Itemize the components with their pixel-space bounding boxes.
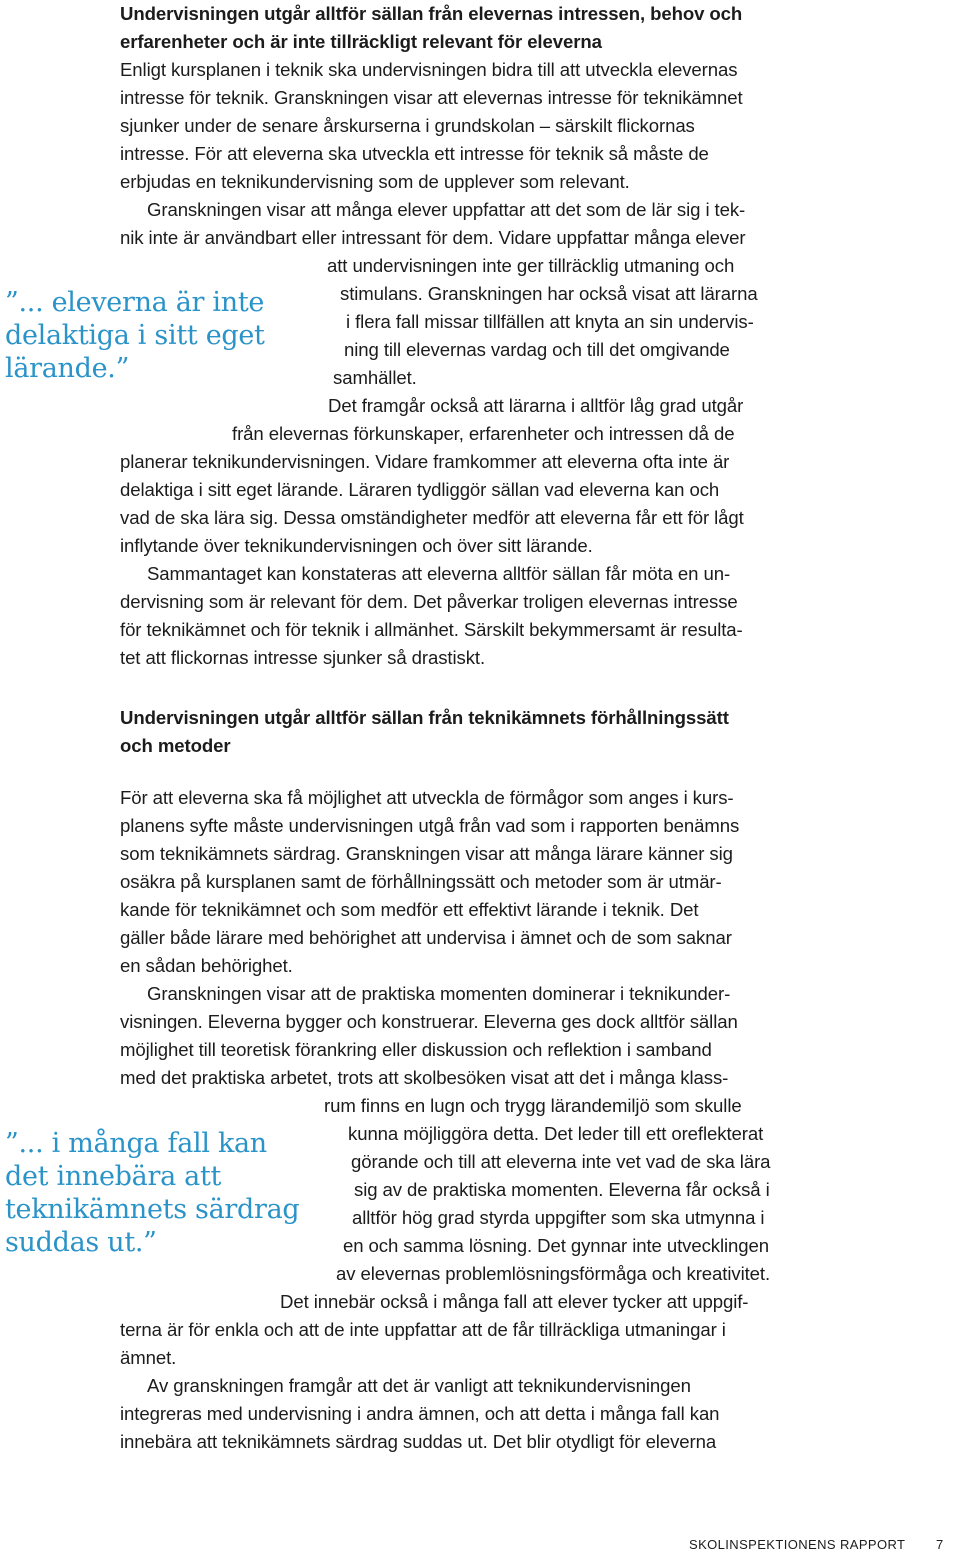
text-line: görande och till att eleverna inte vet vad de ska lära bbox=[351, 1151, 771, 1172]
text-line: från elevernas förkunskaper, erfarenheter och intressen då de bbox=[232, 423, 735, 444]
text-line: inflytande över teknikundervisningen och över sitt lärande. bbox=[120, 535, 593, 556]
text-line: delaktiga i sitt eget lärande. Läraren tydliggör sällan vad eleverna kan och bbox=[120, 479, 720, 500]
text-line: intresse. För att eleverna ska utveckla ett intresse för teknik så måste de bbox=[120, 143, 709, 164]
text-line: kunna möjliggöra detta. Det leder till ett oreflekterat bbox=[348, 1123, 764, 1144]
text-line: en sådan behörighet. bbox=[120, 955, 293, 976]
text-line: För att eleverna ska få möjlighet att utveckla de förmågor som anges i kurs- bbox=[120, 787, 734, 808]
text-line: nik inte är användbart eller intressant för dem. Vidare uppfattar många elever bbox=[120, 227, 746, 248]
text-line: innebära att teknikämnets särdrag suddas ut. Det blir otydligt för eleverna bbox=[120, 1431, 717, 1452]
text-line: integreras med undervisning i andra ämnen, och att detta i många fall kan bbox=[120, 1403, 720, 1424]
pull-quote-line: ”... eleverna är inte bbox=[5, 287, 265, 318]
text-line: Det framgår också att lärarna i alltför låg grad utgår bbox=[328, 395, 744, 416]
text-line: som teknikämnets särdrag. Granskningen visar att många lärare känner sig bbox=[120, 843, 733, 864]
text-line: Enligt kursplanen i teknik ska undervisningen bidra till att utveckla elevernas bbox=[120, 59, 738, 80]
text-line: sjunker under de senare årskurserna i grundskolan – särskilt flickornas bbox=[120, 115, 695, 136]
report-name: SKOLINSPEKTIONENS RAPPORT bbox=[689, 1537, 906, 1552]
heading-line: Undervisningen utgår alltför sällan från teknikämnets förhållningssätt bbox=[120, 707, 729, 728]
text-line: med det praktiska arbetet, trots att skolbesöken visat att det i många klass- bbox=[120, 1067, 729, 1088]
text-line: möjlighet till teoretisk förankring eller diskussion och reflektion i samband bbox=[120, 1039, 712, 1060]
text-line: tet att flickornas intresse sjunker så drastiskt. bbox=[120, 647, 486, 668]
text-line: Det innebär också i många fall att elever tycker att uppgif- bbox=[280, 1291, 749, 1312]
heading-line: och metoder bbox=[120, 735, 231, 756]
text-line: visningen. Eleverna bygger och konstruerar. Eleverna ges dock alltför sällan bbox=[120, 1011, 738, 1032]
text-line: Granskningen visar att de praktiska momenten dominerar i teknikunder- bbox=[147, 983, 731, 1004]
text-line: en och samma lösning. Det gynnar inte utvecklingen bbox=[343, 1235, 769, 1256]
pull-quote-line: lärande.” bbox=[5, 353, 130, 384]
text-line: Av granskningen framgår att det är vanligt att teknikundervisningen bbox=[147, 1375, 691, 1396]
pull-quote-line: suddas ut.” bbox=[5, 1227, 157, 1258]
text-line: planerar teknikundervisningen. Vidare framkommer att eleverna ofta inte är bbox=[120, 451, 730, 472]
text-line: av elevernas problemlösningsförmåga och kreativitet. bbox=[336, 1263, 771, 1284]
text-line: i flera fall missar tillfällen att knyta an sin undervis- bbox=[346, 311, 754, 332]
page-number: 7 bbox=[936, 1537, 944, 1552]
text-line: planens syfte måste undervisningen utgå från vad som i rapporten benämns bbox=[120, 815, 740, 836]
text-line: vad de ska lära sig. Dessa omständigheter medför att eleverna får ett för lågt bbox=[120, 507, 744, 528]
text-line: att undervisningen inte ger tillräcklig utmaning och bbox=[327, 255, 735, 276]
text-line: intresse för teknik. Granskningen visar att elevernas intresse för teknikämnet bbox=[120, 87, 743, 108]
text-line: rum finns en lugn och trygg lärandemiljö som skulle bbox=[324, 1095, 742, 1116]
text-line: samhället. bbox=[333, 367, 417, 388]
text-line: kande för teknikämnet och som medför ett effektivt lärande i teknik. Det bbox=[120, 899, 699, 920]
text-line: erbjudas en teknikundervisning som de upplever som relevant. bbox=[120, 171, 630, 192]
text-line: terna är för enkla och att de inte uppfattar att de får tillräckliga utmaningar i bbox=[120, 1319, 726, 1340]
text-line: stimulans. Granskningen har också visat att lärarna bbox=[340, 283, 758, 304]
heading-line: erfarenheter och är inte tillräckligt relevant för eleverna bbox=[120, 31, 602, 52]
text-line: Granskningen visar att många elever uppfattar att det som de lär sig i tek- bbox=[147, 199, 746, 220]
pull-quote-line: delaktiga i sitt eget bbox=[5, 320, 265, 351]
pull-quote-line: teknikämnets särdrag bbox=[5, 1194, 300, 1225]
heading-line: Undervisningen utgår alltför sällan från elevernas intressen, behov och bbox=[120, 3, 743, 24]
text-line: alltför hög grad styrda uppgifter som ska utmynna i bbox=[352, 1207, 765, 1228]
text-line: Sammantaget kan konstateras att eleverna alltför sällan får möta en un- bbox=[147, 563, 731, 584]
pull-quote-line: det innebära att bbox=[5, 1161, 222, 1192]
text-line: osäkra på kursplanen samt de förhållningssätt och metoder som är utmär- bbox=[120, 871, 722, 892]
text-line: sig av de praktiska momenten. Eleverna får också i bbox=[354, 1179, 770, 1200]
text-line: ning till elevernas vardag och till det omgivande bbox=[344, 339, 730, 360]
text-line: ämnet. bbox=[120, 1347, 177, 1368]
text-line: gäller både lärare med behörighet att undervisa i ämnet och de som saknar bbox=[120, 927, 732, 948]
pull-quote-line: ”... i många fall kan bbox=[5, 1128, 267, 1159]
text-line: dervisning som är relevant för dem. Det påverkar troligen elevernas intresse bbox=[120, 591, 738, 612]
text-line: för teknikämnet och för teknik i allmänhet. Särskilt bekymmersamt är resulta- bbox=[120, 619, 743, 640]
